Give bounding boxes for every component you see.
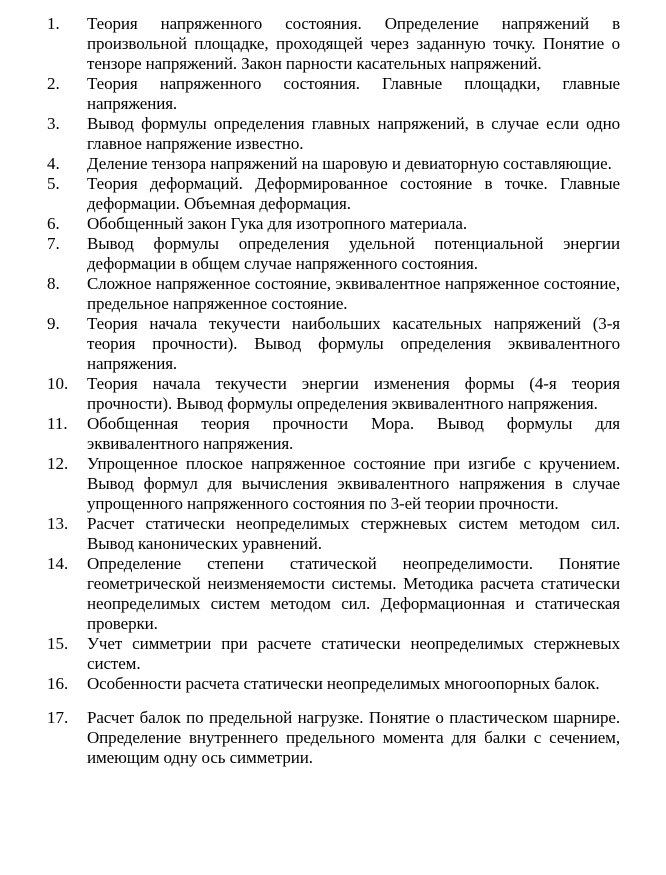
list-item [0, 374, 666, 414]
item-number: 16. [47, 674, 69, 693]
item-number: 15. [47, 634, 69, 653]
item-text: Сложное напряженное состояние, эквивалентное напряженное состояние, предельное напряженное состояние. [87, 274, 620, 313]
item-number: 10. [47, 374, 69, 393]
item-number: 8. [47, 274, 60, 293]
list-item [0, 554, 666, 634]
item-text: Вывод формулы определения главных напряжений, в случае если одно главное напряжение известно. [87, 114, 620, 153]
item-text: Вывод формулы определения удельной потенциальной энергии деформации в общем случае напряженного состояния. [87, 234, 620, 273]
item-text: Определение степени статической неопределимости. Понятие геометрической неизменяемости системы. Методика расчета статически неопределимых систем методом сил. Деформационная и статическая проверки. [87, 554, 620, 633]
list-item [0, 514, 666, 554]
item-number: 1. [47, 14, 60, 33]
item-text: Упрощенное плоское напряженное состояние при изгибе с кручением. Вывод формул для вычисления эквивалентного напряжения в случае упрощенного напряженного состояния по 3-ей теории прочности. [87, 454, 620, 513]
item-text: Теория начала текучести энергии изменения формы (4-я теория прочности). Вывод формулы определения эквивалентного напряжения. [87, 374, 620, 413]
item-number: 11. [47, 414, 68, 433]
item-text: Обобщенная теория прочности Мора. Вывод формулы для эквивалентного напряжения. [87, 414, 620, 453]
item-number: 9. [47, 314, 60, 333]
item-text: Расчет статически неопределимых стержневых систем методом сил. Вывод канонических уравнений. [87, 514, 620, 553]
list-item [0, 314, 666, 374]
list-item [0, 414, 666, 454]
item-text: Теория начала текучести наибольших касательных напряжений (3-я теория прочности). Вывод формулы определения эквивалентного напряжения. [87, 314, 620, 373]
item-text: Учет симметрии при расчете статически неопределимых стержневых систем. [87, 634, 620, 673]
item-number: 7. [47, 234, 60, 253]
item-text: Деление тензора напряжений на шаровую и девиаторную составляющие. [87, 154, 612, 173]
list-item [0, 454, 666, 514]
list-item [0, 74, 666, 114]
list-item [0, 674, 666, 694]
item-number: 2. [47, 74, 60, 93]
item-number: 17. [47, 708, 69, 727]
item-number: 14. [47, 554, 69, 573]
list-item [0, 14, 666, 74]
list-item [0, 708, 666, 768]
list-item [0, 634, 666, 674]
item-text: Особенности расчета статически неопределимых многоопорных балок. [87, 674, 600, 693]
item-number: 13. [47, 514, 69, 533]
item-number: 12. [47, 454, 69, 473]
list-item [0, 154, 666, 174]
exam-question-list [0, 14, 666, 768]
list-item [0, 274, 666, 314]
item-number: 6. [47, 214, 60, 233]
item-text: Теория деформаций. Деформированное состояние в точке. Главные деформации. Объемная деформация. [87, 174, 620, 213]
list-item [0, 214, 666, 234]
item-text: Обобщенный закон Гука для изотропного материала. [87, 214, 467, 233]
item-text: Расчет балок по предельной нагрузке. Понятие о пластическом шарнире. Определение внутреннего предельного момента для балки с сечением, имеющим одну ось симметрии. [87, 708, 620, 767]
list-item [0, 174, 666, 214]
list-item [0, 114, 666, 154]
item-text: Теория напряженного состояния. Определение напряжений в произвольной площадке, проходящей через заданную точку. Понятие о тензоре напряжений. Закон парности касательных напряжений. [87, 14, 620, 73]
item-number: 4. [47, 154, 60, 173]
item-text: Теория напряженного состояния. Главные площадки, главные напряжения. [87, 74, 620, 113]
item-number: 5. [47, 174, 60, 193]
list-item [0, 234, 666, 274]
item-number: 3. [47, 114, 60, 133]
